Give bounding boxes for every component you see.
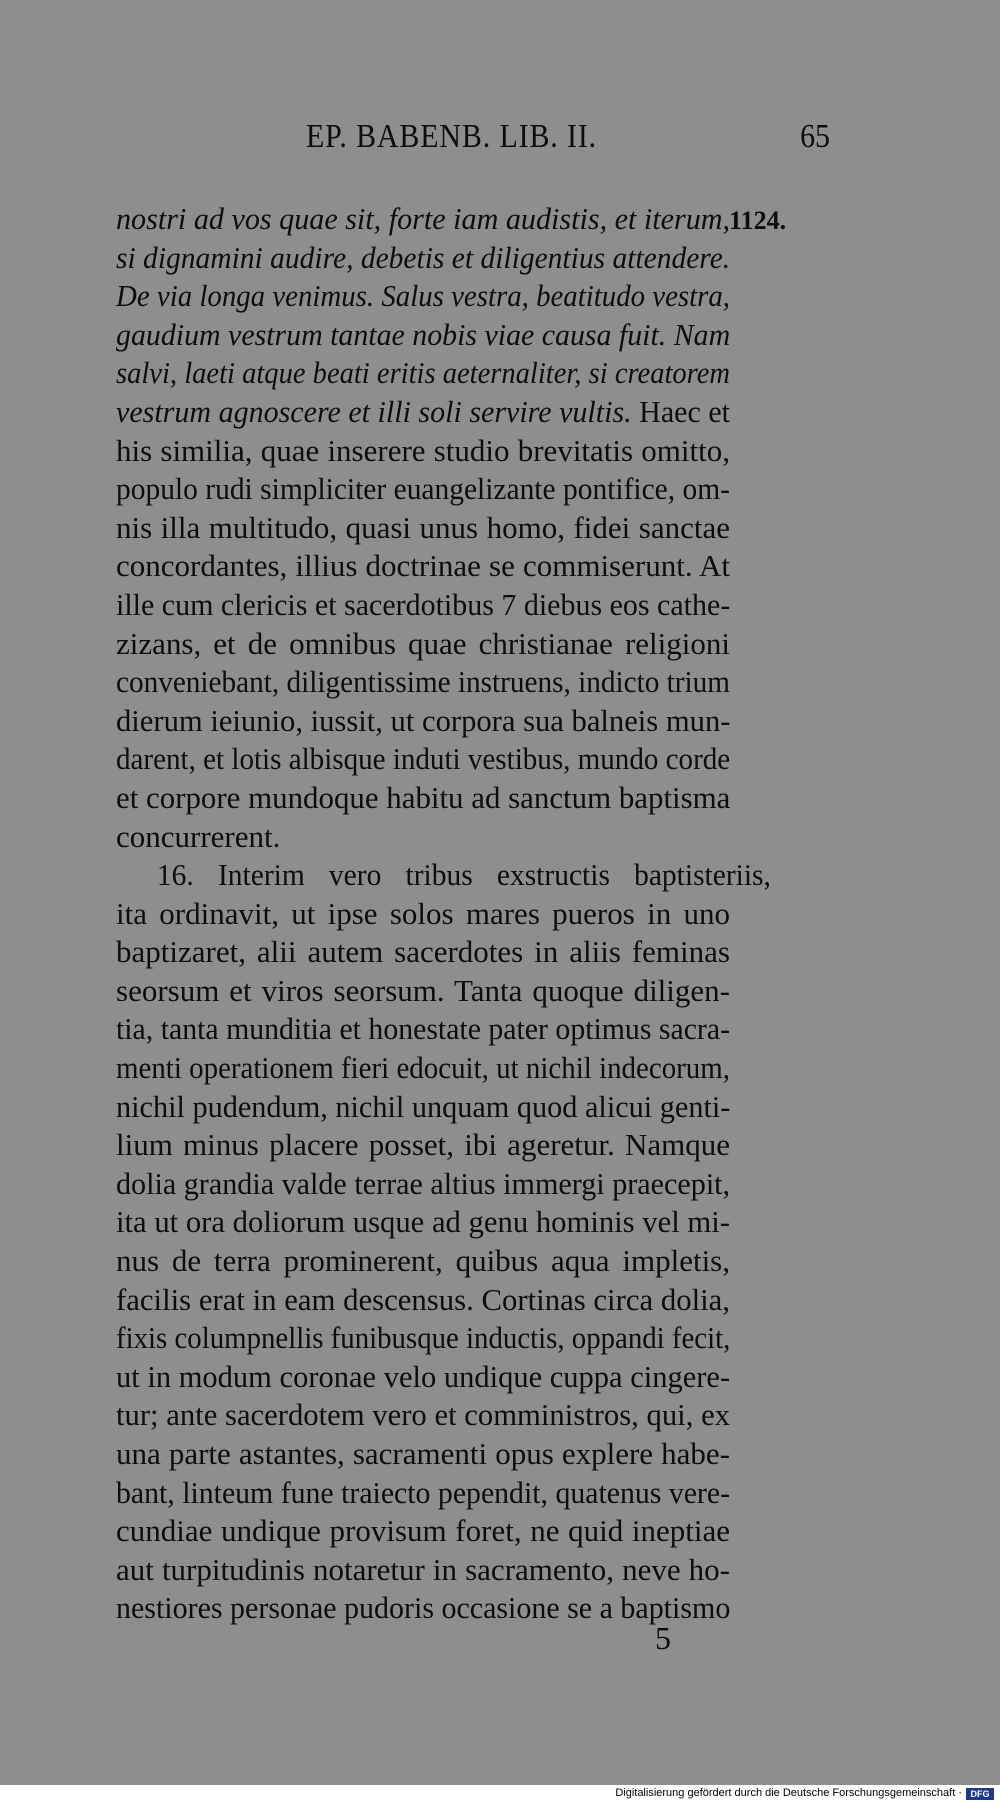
text-line: concurrerent. bbox=[116, 818, 281, 854]
text-line: facilis erat in eam descensus. Cortinas circa dolia, bbox=[116, 1281, 730, 1317]
text-line: tia, tanta munditia et honestate pater optimus sacra- bbox=[116, 1011, 730, 1047]
running-head bbox=[116, 118, 830, 170]
text-line: si dignamini audire, debetis et diligentius attendere. bbox=[116, 239, 731, 275]
text-line: gaudium vestrum tantae nobis viae causa fuit. Nam bbox=[116, 316, 731, 352]
text-line: fixis columpnellis funibusque inductis, oppandi fecit, bbox=[116, 1320, 731, 1356]
text-line: baptizaret, alii autem sacerdotes in aliis feminas bbox=[116, 934, 730, 970]
text-line: De via longa venimus. Salus vestra, beatitudo vestra, bbox=[116, 278, 730, 314]
text-line: lium minus placere posset, ibi ageretur. Namque bbox=[116, 1127, 730, 1163]
text-line: bant, linteum fune traiecto pependit, quatenus vere- bbox=[116, 1474, 730, 1510]
text-line: his similia, quae inserere studio brevitatis omitto, bbox=[116, 432, 730, 468]
text-line: menti operationem fieri edocuit, ut nichil indecorum, bbox=[116, 1050, 730, 1086]
text-line: conveniebant, diligentissime instruens, indicto trium bbox=[116, 664, 730, 700]
text-line: nestiores personae pudoris occasione se a baptismo bbox=[116, 1590, 731, 1626]
text-line: populo rudi simpliciter euangelizante pontifice, om- bbox=[116, 471, 730, 507]
text-line: nis illa multitudo, quasi unus homo, fidei sanctae bbox=[116, 509, 730, 545]
text-line: zizans, et de omnibus quae christianae religioni bbox=[116, 625, 730, 661]
text-line: 16. Interim vero tribus exstructis baptisteriis, bbox=[156, 857, 771, 893]
dfg-logo: DFG bbox=[966, 1788, 994, 1800]
page-number: 65 bbox=[800, 118, 830, 155]
text-line: seorsum et viros seorsum. Tanta quoque diligen- bbox=[116, 972, 730, 1008]
body-text bbox=[116, 200, 838, 1628]
footer-credit: Digitalisierung gefördert durch die Deutsche Forschungsgemeinschaft · bbox=[615, 1787, 962, 1799]
text-line: et corpore mundoque habitu ad sanctum baptisma bbox=[116, 779, 731, 815]
running-title: EP. BABENB. LIB. II. bbox=[306, 118, 598, 155]
text-line: salvi, laeti atque beati eritis aeternaliter, si creatorem bbox=[116, 355, 730, 391]
text-line: ille cum clericis et sacerdotibus 7 diebus eos cathe- bbox=[116, 586, 731, 622]
text-line: nichil pudendum, nichil unquam quod alicui genti- bbox=[116, 1088, 731, 1124]
text-line bbox=[116, 393, 730, 432]
text-line: ita ut ora doliorum usque ad genu hominis vel mi- bbox=[116, 1204, 730, 1240]
text-line: tur; ante sacerdotem vero et comministros, qui, ex bbox=[116, 1397, 730, 1433]
signature-mark: 5 bbox=[655, 1620, 671, 1656]
text-line: ita ordinavit, ut ipse solos mares pueros in uno bbox=[116, 895, 730, 931]
text-line: dolia grandia valde terrae altius immergi praecepit, bbox=[116, 1165, 731, 1201]
text-line: aut turpitudinis notaretur in sacramento, neve ho- bbox=[116, 1551, 730, 1587]
text-line: darent, et lotis albisque induti vestibus, mundo corde bbox=[116, 741, 731, 777]
text-line: una parte astantes, sacramenti opus explere habe- bbox=[116, 1436, 730, 1471]
roman-segment: Haec et bbox=[631, 393, 730, 429]
margin-year-note: 1124. bbox=[729, 206, 787, 235]
text-line: cundiae undique provisum foret, ne quid ineptiae bbox=[116, 1513, 730, 1549]
text-line: dierum ieiunio, iussit, ut corpora sua balneis mun- bbox=[116, 702, 731, 738]
italic-segment: vestrum agnoscere et illi soli servire vultis. bbox=[116, 393, 632, 429]
text-line: concordantes, illius doctrinae se commiserunt. At bbox=[116, 548, 730, 584]
text-line: nus de terra prominerent, quibus aqua impletis, bbox=[116, 1243, 730, 1279]
text-line: nostri ad vos quae sit, forte iam audistis, et iterum, bbox=[116, 201, 731, 236]
text-line: ut in modum coronae velo undique cuppa cingere- bbox=[116, 1358, 731, 1394]
